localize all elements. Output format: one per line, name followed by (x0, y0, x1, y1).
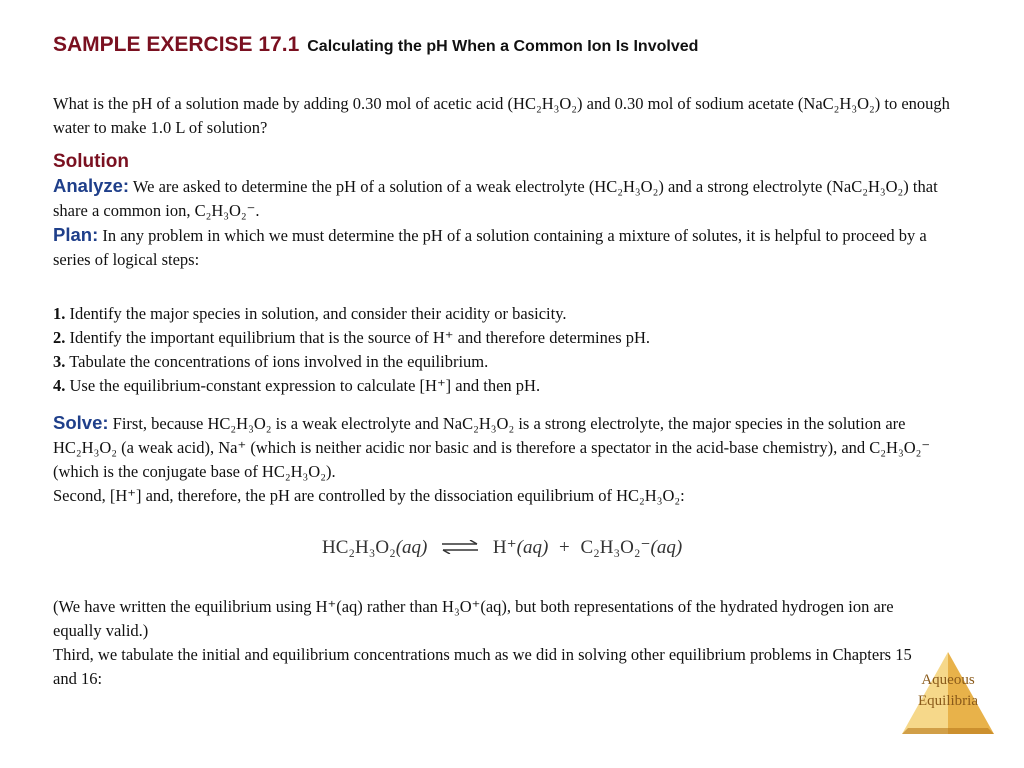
question-text: What is the pH of a solution made by adding 0.30 mol of acetic acid (HC₂H₃O₂) and 0.30 mol of sodium acetate (NaC₂H₃O₂) to enough water to make 1.0 L of solution? (53, 94, 950, 137)
step-item (53, 302, 958, 326)
step-text: Identify the major species in solution, and consider their acidity or basicity. (69, 304, 567, 323)
plan-label: Plan: (53, 224, 99, 245)
reactant-state: (aq) (395, 537, 428, 558)
solution-heading: Solution (53, 151, 129, 172)
solve-label: Solve: (53, 412, 109, 433)
solve-text: First, because HC₂H₃O₂ is a weak electrolyte and NaC₂H₃O₂ is a strong electrolyte, the major species in the solution are HC₂H₃O₂ (a weak acid), Na⁺ (which is neither acidic nor basic and is therefore a spectator in the acid-base chemistry), and C₂H₃O₂⁻ (which is the conjugate base of HC₂H₃O₂). (53, 414, 931, 481)
solve-second-text: Second, [H⁺] and, therefore, the pH are controlled by the dissociation equilibrium of HC₂H₃O₂: (53, 486, 685, 505)
step-number: 3. (53, 352, 66, 371)
plus-sign: + (559, 537, 570, 558)
step-number: 2. (53, 328, 66, 347)
analyze-text: We are asked to determine the pH of a solution of a weak electrolyte (HC₂H₃O₂) and a strong electrolyte (NaC₂H₃O₂) that share a common ion, C₂H₃O₂⁻. (53, 177, 938, 220)
closing-block (53, 595, 933, 691)
equilibrium-arrow-icon (440, 538, 480, 560)
product1-formula: H⁺ (492, 537, 517, 558)
note-text: (We have written the equilibrium using H⁺(aq) rather than H₃O⁺(aq), but both representations of the hydrated hydrogen ion are equally valid.) (53, 597, 894, 640)
analyze-label: Analyze: (53, 175, 130, 196)
step-text: Use the equilibrium-constant expression to calculate [H⁺] and then pH. (69, 376, 541, 395)
step-number: 1. (53, 304, 66, 323)
solve-block (53, 411, 958, 508)
steps-list (53, 302, 958, 398)
plan-text: In any problem in which we must determine the pH of a solution containing a mixture of solutes, it is helpful to proceed by a series of logical steps: (53, 226, 927, 269)
logo-line2: Equilibria (918, 693, 978, 709)
analyze-paragraph (53, 174, 958, 223)
step-number: 4. (53, 376, 66, 395)
product2-state: (aq) (650, 537, 683, 558)
product1-state: (aq) (516, 537, 549, 558)
step-text: Identify the important equilibrium that is the source of H⁺ and therefore determines pH. (69, 328, 651, 347)
step-item (53, 350, 958, 374)
solve-paragraph (53, 411, 958, 484)
solution-block (53, 150, 958, 272)
step-text: Tabulate the concentrations of ions involved in the equilibrium. (69, 352, 489, 371)
product2-formula: C₂H₃O₂⁻ (580, 537, 651, 558)
reactant-formula: HC₂H₃O₂ (322, 537, 396, 558)
step-item (53, 326, 958, 350)
third-text: Third, we tabulate the initial and equilibrium concentrations much as we did in solving other equilibrium problems in Chapters 15 and 16: (53, 645, 912, 688)
exercise-number: SAMPLE EXERCISE 17.1 (53, 33, 300, 56)
plan-paragraph (53, 223, 958, 272)
step-item (53, 374, 958, 398)
exercise-title (53, 33, 698, 57)
exercise-subtitle: Calculating the pH When a Common Ion Is Involved (307, 38, 699, 55)
equilibrium-equation (322, 536, 682, 560)
logo-line1: Aqueous (921, 672, 975, 688)
aqueous-equilibria-logo (899, 650, 997, 736)
